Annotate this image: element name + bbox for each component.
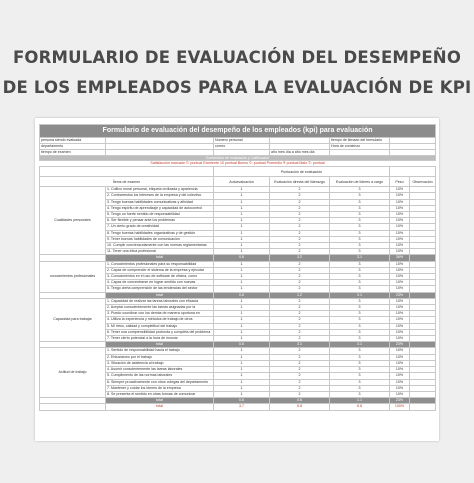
weight: 10% [390,391,410,397]
subtotal-cell: 0.6 [214,292,270,298]
total-row [40,404,436,410]
weight: 10% [390,274,410,280]
item-text: 7. Tener cierto potencial a la hora de innovar [106,336,214,342]
leader-score: 3 [330,218,390,224]
self-score: 1 [214,274,270,280]
page-title-line-1: FORMULARIO DE EVALUACIÓN DEL DESEMPEÑO [12,48,462,67]
subtotal-cell: 36% [390,255,410,261]
self-score: 1 [214,329,270,335]
item-text: 4. Tengo espíritu de aprendizaje y capacidad de autocontrol [106,205,214,211]
leader-score: 3 [330,224,390,230]
direct-score: 2 [270,199,330,205]
subtotal-cell: 3.1 [330,292,390,298]
weight: 10% [390,360,410,366]
col-header: Evaluación directa del liderazgo [270,177,330,187]
evaluation-form-sheet [35,118,439,441]
weight: 10% [390,212,410,218]
item-text: 1. Sentido de responsabilidad hacia el trabajo [106,348,214,354]
leader-score: 3 [330,230,390,236]
item-text: 1. Capacidad de realizar las tareas laborales con eficacia [106,298,214,304]
weight: 10% [390,249,410,255]
weight: 10% [390,243,410,249]
leader-score: 3 [330,187,390,193]
subtotal-cell: total [106,292,214,298]
form-banner-row [40,125,436,138]
self-score: 1 [214,379,270,385]
weight: 10% [390,329,410,335]
self-score: 1 [214,230,270,236]
self-score: 1 [214,323,270,329]
self-score: 1 [214,385,270,391]
direct-score: 2 [270,348,330,354]
item-text: 2. Entusiasmo por el trabajo [106,354,214,360]
leader-score: 3 [330,286,390,292]
item-text: 5. Mi ritmo, calidad y completitud del trabajo [106,323,214,329]
col-header: Peso [390,177,410,187]
item-text: 9. Tener buenas habilidades de comunicación [106,236,214,242]
weight: 10% [390,218,410,224]
item-text: 2. Contrarrestos los intereses de la empresa y del colectivo [106,193,214,199]
item-text: 2. Aceptar conscientemente las tareas asignadas por la [106,305,214,311]
leader-score: 3 [330,360,390,366]
item-text: 8. Tengo buenas habilidades organizativas y de gestión [106,230,214,236]
leader-score: 3 [330,199,390,205]
self-score: 1 [214,360,270,366]
col-header-items: Ítems de examen [40,177,214,187]
weight: 10% [390,298,410,304]
leader-score: 3 [330,385,390,391]
leader-score: 3 [330,193,390,199]
item-text: 6. Siempre proactivamente con otros colegas del departamento [106,379,214,385]
direct-score: 2 [270,323,330,329]
subtotal-cell: 3.1 [270,342,330,348]
direct-score: 2 [270,187,330,193]
info-label: tiempo de llenado del formulario [330,138,390,144]
info-label: departamento [40,144,106,150]
direct-score: 2 [270,360,330,366]
item-text: 4. Utiliza la experiencia y métodos de trabajo de otros [106,317,214,323]
item-text: 8. Se presenta el sentido en otras formas de comunicar [106,391,214,397]
weight: 10% [390,224,410,230]
header-blank [40,167,214,177]
self-score: 1 [214,243,270,249]
total-cell: total [106,404,214,410]
weight: 10% [390,311,410,317]
weight: 10% [390,236,410,242]
subtotal-cell: 0.6 [214,342,270,348]
category-label: Actitud de trabajo [40,348,106,398]
self-score: 1 [214,267,270,273]
direct-score: 2 [270,261,330,267]
category-label: conocimientos profesionales [40,261,106,292]
subtotal-cell: total [106,398,214,404]
section-bar: Contenidos de evaluación y Calificación [40,156,436,161]
subtotal-cell: 3.1 [330,255,390,261]
direct-score: 2 [270,317,330,323]
total-cell [410,404,436,410]
item-text: 2. Capaz de comprender el sistema de la empresa y ejecutar [106,267,214,273]
leader-score: 3 [330,249,390,255]
leader-score: 3 [330,212,390,218]
weight: 10% [390,354,410,360]
subtotal-cell: 0.6 [214,255,270,261]
leader-score: 3 [330,354,390,360]
self-score: 1 [214,367,270,373]
leader-score: 3 [330,391,390,397]
self-score: 1 [214,212,270,218]
item-text: 1. Cultivo moral personal, etiqueta civilizada y apariencia [106,187,214,193]
self-score: 1 [214,199,270,205]
direct-score: 2 [270,354,330,360]
weight: 10% [390,286,410,292]
subtotal-cell: total [106,342,214,348]
self-score: 1 [214,205,270,211]
direct-score: 2 [270,274,330,280]
item-text: 3. Conocimientos en el uso de software de oficina, como [106,274,214,280]
subtotal-cell: 3.1 [330,342,390,348]
info-label: persona siendo evaluada [40,138,106,144]
direct-score: 2 [270,305,330,311]
item-text: 5. Cumplimiento de las normas laborales [106,373,214,379]
category-label: Cualidades personales [40,187,106,255]
weight: 10% [390,305,410,311]
direct-score: 2 [270,280,330,286]
self-score: 1 [214,354,270,360]
direct-score: 2 [270,249,330,255]
info-value: año mes día a año mes día [270,150,330,156]
weight: 10% [390,336,410,342]
weight: 10% [390,317,410,323]
leader-score: 3 [330,311,390,317]
self-score: 1 [214,336,270,342]
header-blank [390,167,436,177]
subtotal-cell: 1.2 [270,292,330,298]
total-cell: 5.8 [270,404,330,410]
col-header: Autoevaluación [214,177,270,187]
subtotal-cell: 23% [390,398,410,404]
weight: 10% [390,230,410,236]
self-score: 1 [214,305,270,311]
header-row [40,167,436,177]
direct-score: 2 [270,224,330,230]
leader-score: 3 [330,305,390,311]
self-score: 1 [214,286,270,292]
direct-score: 2 [270,193,330,199]
item-text: 6. Tener una comprensibilidad profunda y completa del problema [106,329,214,335]
leader-score: 3 [330,274,390,280]
item-text: 7. Un cierto grado de creatividad [106,224,214,230]
direct-score: 2 [270,329,330,335]
item-text: 1. Conocimientos profesionales para su responsabilidad [106,261,214,267]
subtotal-cell: 23% [390,292,410,298]
direct-score: 2 [270,298,330,304]
direct-score: 2 [270,311,330,317]
info-label: correo [214,144,270,150]
direct-score: 2 [270,230,330,236]
leader-score: 3 [330,298,390,304]
self-score: 1 [214,193,270,199]
form-banner: Formulario de evaluación del desempeño de los empleados (kpi) para evaluación [40,125,436,138]
item-text: 3. Situación de asistencia al trabajo [106,360,214,366]
leader-score: 3 [330,379,390,385]
direct-score: 2 [270,218,330,224]
weight: 10% [390,348,410,354]
direct-score: 2 [270,379,330,385]
item-text: 4. Asumir conscientemente las tareas laborales [106,367,214,373]
direct-score: 2 [270,236,330,242]
direct-score: 2 [270,391,330,397]
weight: 10% [390,199,410,205]
info-label: Hora de comienzo [330,144,390,150]
subtotal-cell: 3.2 [270,255,330,261]
self-score: 1 [214,236,270,242]
leader-score: 3 [330,323,390,329]
score-header: Puntuación de evaluación [214,167,390,177]
leader-score: 3 [330,329,390,335]
self-score: 1 [214,311,270,317]
weight: 10% [390,373,410,379]
self-score: 1 [214,218,270,224]
direct-score: 2 [270,385,330,391]
direct-score: 2 [270,336,330,342]
page-title-line-2: DE LOS EMPLEADOS PARA LA EVALUACIÓN DE KPI [2,78,472,97]
item-text: 7. Mantener y cuidar los bienes de la empresa [106,385,214,391]
col-header: Observación [410,177,436,187]
info-label: Numero personal [214,138,270,144]
direct-score: 2 [270,267,330,273]
category-label: Capacidad para trabajar [40,298,106,341]
col-header: Evaluación de lideres a cargo [330,177,390,187]
item-text: 6. Ser flexible y pensar ante los problemas [106,218,214,224]
leader-score: 3 [330,280,390,286]
subtotal-cell: 0.6 [214,398,270,404]
leader-score: 3 [330,336,390,342]
subtotal-cell: 0.6 [270,398,330,404]
leader-score: 3 [330,205,390,211]
weight: 10% [390,385,410,391]
total-cell: 3.7 [214,404,270,410]
weight: 10% [390,261,410,267]
item-text: 11. Tener una ética profesional [106,249,214,255]
weight: 10% [390,280,410,286]
leader-score: 3 [330,261,390,267]
item-text: 5. Tengo un fuerte sentido de responsabilidad [106,212,214,218]
subtotal-cell: 23% [390,342,410,348]
weight: 10% [390,323,410,329]
item-text: 4. Capaz de concentrarse en lograr sentido con nuevas [106,280,214,286]
leader-score: 3 [330,236,390,242]
total-cell: 6.8 [330,404,390,410]
self-score: 1 [214,224,270,230]
self-score: 1 [214,280,270,286]
leader-score: 3 [330,243,390,249]
self-score: 1 [214,348,270,354]
leader-score: 3 [330,373,390,379]
weight: 10% [390,205,410,211]
item-text: 10. Cumplir concienzudamente con las normas reglamentarias [106,243,214,249]
item-text: 3. Tengo buenas habilidades comunicativas y afinidad [106,199,214,205]
subtotal-cell: total [106,255,214,261]
info-label: tiempo de examen [40,150,106,156]
direct-score: 2 [270,212,330,218]
self-score: 1 [214,391,270,397]
item-text: 5. Tengo cierta comprensión de las tendencias del sector [106,286,214,292]
self-score: 1 [214,187,270,193]
leader-score: 3 [330,317,390,323]
scoring-note: Satisfacción marcado ©: puntual Excelente 10 puntual Bueno ©: puntual Promedio ® puntual Malo ©: puntual [150,161,325,165]
subtotal-cell: 1.1 [330,398,390,404]
leader-score: 3 [330,348,390,354]
leader-score: 3 [330,267,390,273]
direct-score: 2 [270,373,330,379]
weight: 10% [390,367,410,373]
direct-score: 2 [270,367,330,373]
self-score: 1 [214,317,270,323]
weight: 10% [390,187,410,193]
weight: 10% [390,267,410,273]
self-score: 1 [214,261,270,267]
evaluation-table [39,124,436,411]
direct-score: 2 [270,243,330,249]
weight: 10% [390,379,410,385]
direct-score: 2 [270,286,330,292]
total-cell: 100% [390,404,410,410]
leader-score: 3 [330,367,390,373]
item-text: 3. Puedo coordinar con los demás de manera oportuna en [106,311,214,317]
column-header-row [40,177,436,187]
self-score: 1 [214,249,270,255]
self-score: 1 [214,298,270,304]
direct-score: 2 [270,205,330,211]
weight: 10% [390,193,410,199]
self-score: 1 [214,373,270,379]
total-blank [40,404,106,410]
